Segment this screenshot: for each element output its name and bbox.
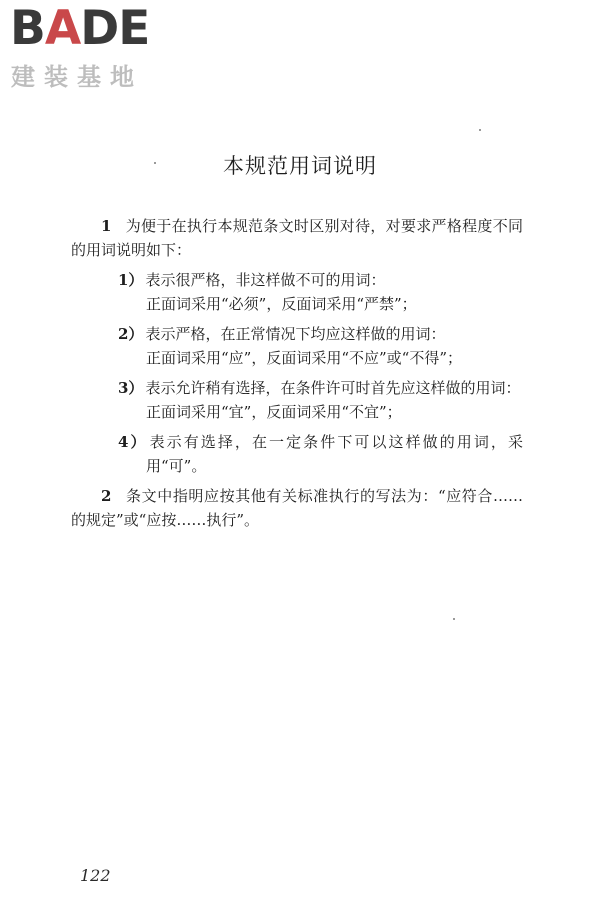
scan-speck: [479, 129, 481, 131]
section-2: [71, 484, 523, 532]
list-item-2: [71, 322, 523, 346]
list-item-4: [71, 430, 523, 478]
section-text: 条文中指明应按其他有关标准执行的写法为：“应符合……的规定”或“应按……执行”。: [71, 487, 523, 529]
logo-wordmark: [10, 1, 150, 56]
section-number: 2: [101, 487, 112, 505]
list-item-text: 表示有选择，在一定条件下可以这样做的用词，采用“可”。: [146, 433, 523, 475]
logo-letter-a-accent: A: [44, 1, 81, 56]
logo-letter-b: B: [10, 1, 45, 56]
scan-speck: [154, 162, 156, 164]
list-item-text: 表示允许稍有选择，在条件许可时首先应这样做的用词：: [145, 379, 521, 397]
section-text: 为便于在执行本规范条文时区别对待，对要求严格程度不同的用词说明如下：: [71, 217, 523, 259]
list-item-2-detail: 正面词采用“应”，反面词采用“不应”或“不得”；: [146, 349, 463, 367]
list-item-text: 表示很严格，非这样做不可的用词：: [145, 271, 386, 289]
list-item-1-detail: 正面词采用“必须”，反面词采用“严禁”；: [146, 295, 417, 313]
list-item-number: 4）: [118, 433, 148, 451]
list-item-3-detail: 正面词采用“宜”，反面词采用“不宜”；: [146, 403, 402, 421]
list-item-number: 3）: [118, 379, 144, 397]
section-number: 1: [101, 217, 112, 235]
list-item-text: 表示严格，在正常情况下均应这样做的用词：: [145, 325, 446, 343]
list-item-3: [71, 376, 523, 400]
list-item-number: 2）: [118, 325, 144, 343]
logo-letters-de: DE: [80, 1, 150, 56]
list-item-1: [71, 268, 523, 292]
logo-subtitle: 建装基地: [11, 63, 143, 91]
page-title: 本规范用词说明: [223, 154, 377, 178]
bade-watermark-logo: [10, 1, 180, 96]
document-body: [71, 214, 523, 532]
scan-speck: [453, 618, 455, 620]
page-number: 122: [80, 866, 111, 885]
list-item-number: 1）: [118, 271, 144, 289]
section-1: [71, 214, 523, 262]
